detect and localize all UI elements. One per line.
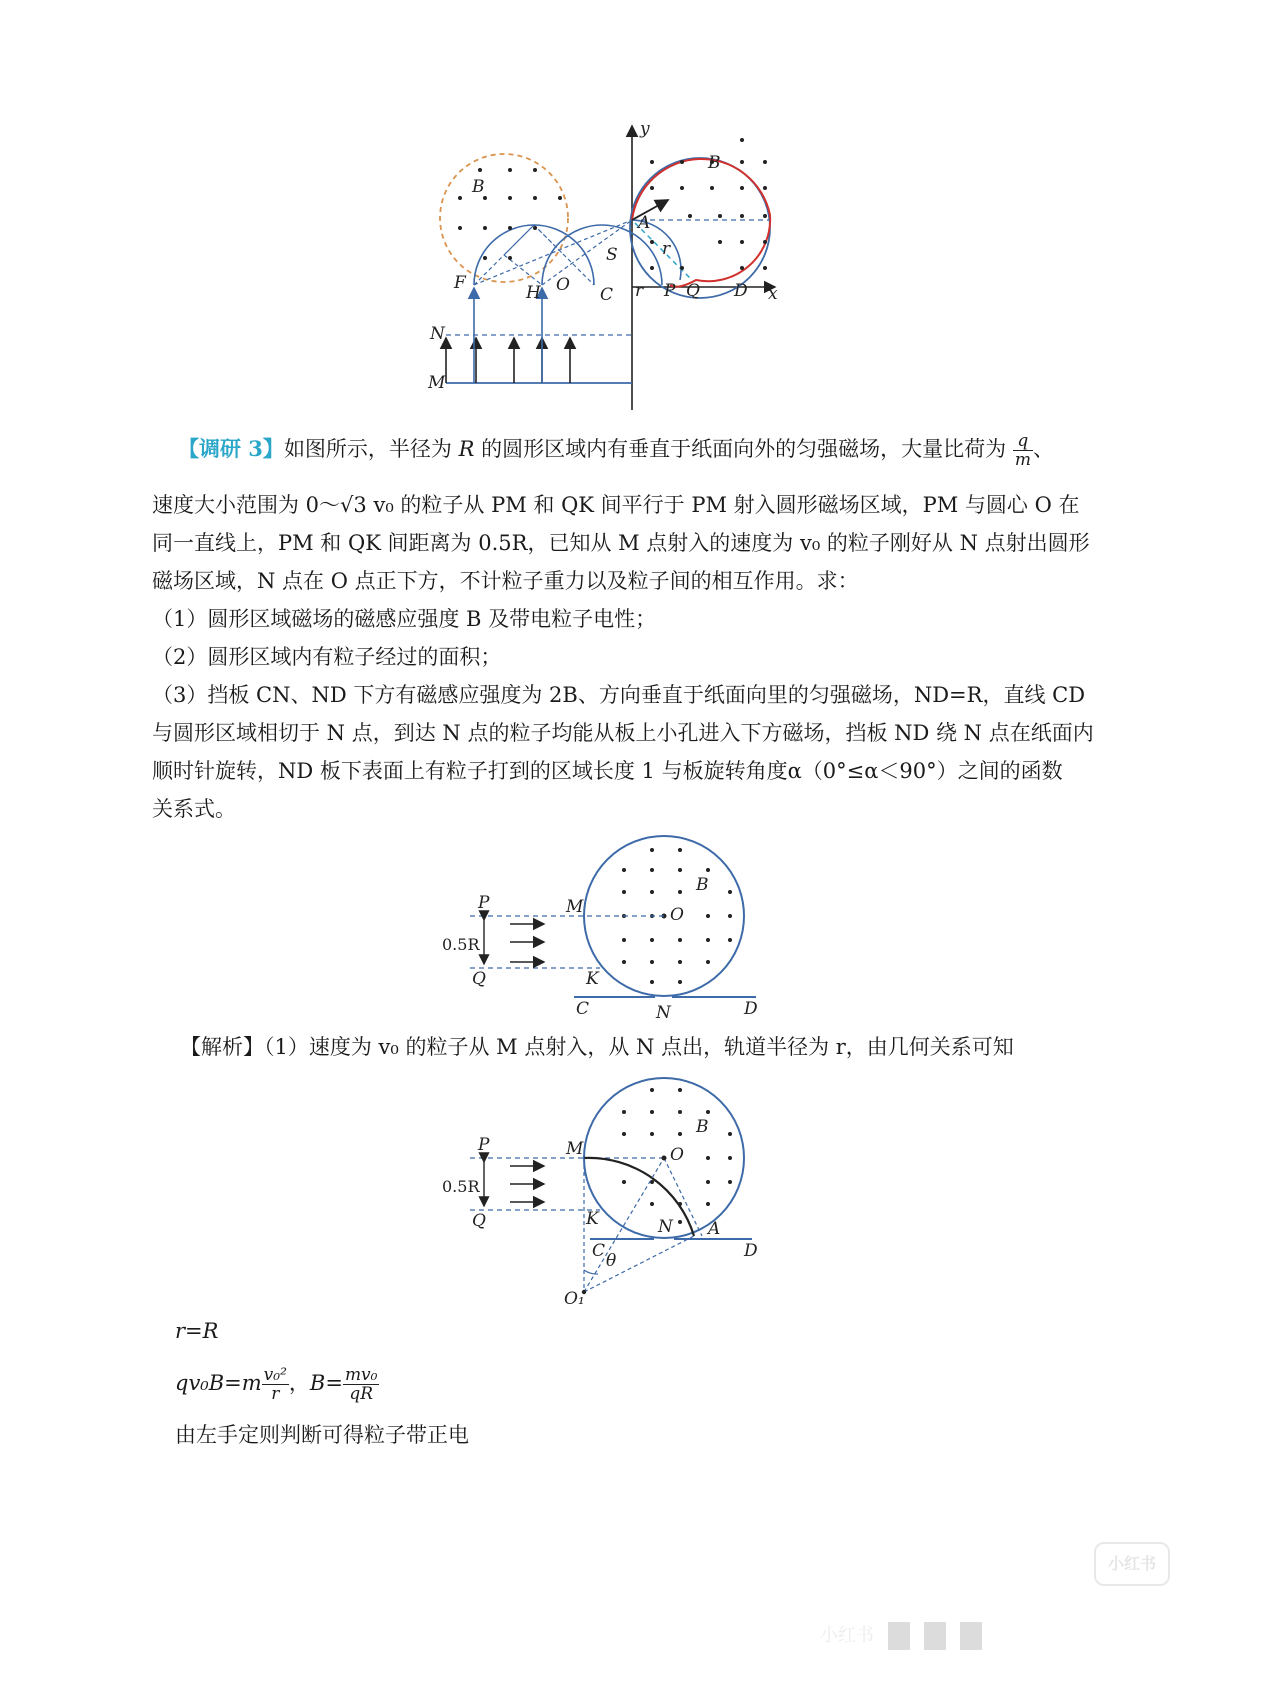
problem-line-1 <box>178 428 1138 470</box>
fig3-label-O: O <box>670 1145 684 1165</box>
fig1-label-D: D <box>734 281 748 301</box>
fig1-label-r: r <box>635 281 644 301</box>
fig2-label-K: K <box>586 969 599 989</box>
fig1-label-A: A <box>638 213 651 233</box>
watermark-badge: 小红书 <box>1094 1542 1170 1586</box>
watermark-bar <box>960 1622 982 1650</box>
question-1: （1）圆形区域磁场的磁感应强度 B 及带电粒子电性； <box>152 607 657 631</box>
fig3-label-N: N <box>658 1217 673 1237</box>
problem-line-3: 同一直线上，PM 和 QK 间距离为 0.5R，已知从 M 点射入的速度为 v₀ 的粒子刚好从 N 点射出圆形 <box>152 531 1090 555</box>
fig2-label-C: C <box>576 999 590 1019</box>
fig1-label-O: O <box>556 275 570 295</box>
problem-intro-b: 的圆形区域内有垂直于纸面向外的匀强磁场，大量比荷为 <box>481 437 1007 461</box>
fig3-label-Q: Q <box>472 1211 486 1231</box>
eq2-num-1: v₀² <box>263 1365 287 1385</box>
fig2-label-05R: 0.5R <box>442 935 480 954</box>
charge-mass-fraction <box>1013 432 1033 469</box>
fig1-label-Q: Q <box>686 281 700 301</box>
eq2-den-1: r <box>271 1384 280 1404</box>
fig3-label-C: C <box>592 1241 606 1261</box>
fig2-label-N: N <box>656 1003 671 1023</box>
fig2-label-P: P <box>478 893 490 913</box>
problem-R: R <box>458 437 475 461</box>
fig3-label-M: M <box>566 1139 584 1159</box>
fig2-label-Q: Q <box>472 969 486 989</box>
figure-1 <box>430 120 810 450</box>
frac-den: m <box>1014 450 1031 470</box>
fig1-label-H: H <box>526 283 541 303</box>
x-axis-label: x <box>768 284 778 304</box>
figure-3 <box>440 1070 780 1310</box>
problem-intro-a: 如图所示，半径为 <box>283 437 452 461</box>
fig3-dashed-geometry <box>584 1158 702 1292</box>
watermark-text: 小红书 <box>820 1625 874 1646</box>
fig3-label-K: K <box>586 1209 599 1229</box>
fig3-label-theta: θ <box>606 1251 617 1271</box>
upward-arrows <box>446 338 570 383</box>
fig1-label-N: N <box>430 324 445 344</box>
question-3-line-4: 关系式。 <box>152 797 236 821</box>
fig1-label-C: C <box>600 285 614 305</box>
fig2-inflow-arrows <box>510 924 544 962</box>
watermark-bottom <box>820 1621 1190 1651</box>
fig3-label-05R: 0.5R <box>442 1177 480 1196</box>
eq2-B: B= <box>309 1371 343 1395</box>
watermark-bar <box>888 1622 910 1650</box>
problem-line-4: 磁场区域，N 点在 O 点正下方，不计粒子重力以及粒子间的相互作用。求： <box>152 569 859 593</box>
y-axis-label: y <box>640 119 650 139</box>
watermark-bar <box>924 1622 946 1650</box>
fig2-label-M: M <box>566 897 584 917</box>
frac-num: q <box>1013 432 1033 451</box>
question-3-line-2: 与圆形区域相切于 N 点，到达 N 点的粒子均能从板上小孔进入下方磁场，挡板 ND 绕 N 点在纸面内 <box>152 721 1094 745</box>
eq2-frac-2 <box>343 1366 380 1403</box>
fig2-label-D: D <box>744 999 758 1019</box>
fig1-label-B-left: B <box>472 177 485 197</box>
fig2-label-O: O <box>670 905 684 925</box>
question-3-line-3: 顺时针旋转，ND 板下表面上有粒子打到的区域长度 1 与板旋转角度α（0°≤α＜90°）之间的函数 <box>152 759 1063 783</box>
equation-r-equals-R: r=R <box>175 1319 219 1343</box>
fig3-label-P: P <box>478 1135 490 1155</box>
solution-lead: 【解析】（1）速度为 v₀ 的粒子从 M 点射入，从 N 点出，轨道半径为 r，由几何关系可知 <box>180 1035 1014 1059</box>
eq2-num-2: mv₀ <box>344 1365 378 1385</box>
dashed-circle-left <box>440 154 568 282</box>
fig3-center-O <box>662 1156 667 1161</box>
fig2-label-B: B <box>696 875 709 895</box>
fig1-label-B-right: B <box>708 153 721 173</box>
eq2-frac-1 <box>262 1366 289 1403</box>
problem-line-2: 速度大小范围为 0～√3 v₀ 的粒子从 PM 和 QK 间平行于 PM 射入圆形磁场区域，PM 与圆心 O 在 <box>152 493 1080 517</box>
problem-intro-c: 、 <box>1032 437 1054 461</box>
fig3-label-B: B <box>696 1117 709 1137</box>
eq2-separator: ， <box>288 1371 310 1395</box>
question-3-line-1: （3）挡板 CN、ND 下方有磁感应强度为 2B、方向垂直于纸面向里的匀强磁场，ND=R，直线 CD <box>152 683 1086 707</box>
fig3-inflow-arrows <box>510 1166 544 1202</box>
arc-left-1 <box>474 225 594 285</box>
equation-force <box>175 1362 379 1404</box>
fig1-label-M: M <box>428 373 446 393</box>
figure-2 <box>440 830 780 1025</box>
conclusion-positive-charge: 由左手定则判断可得粒子带正电 <box>175 1423 469 1447</box>
eq2-den-2: qR <box>349 1384 374 1404</box>
fig1-label-r-inner: r <box>662 239 671 259</box>
fig3-label-A: A <box>708 1219 721 1239</box>
fig3-label-O1: O₁ <box>564 1289 585 1309</box>
eq2-left: qv₀B=m <box>175 1371 262 1395</box>
fig3-label-D: D <box>744 1241 758 1261</box>
fig1-label-F: F <box>454 273 466 293</box>
fig1-label-S: S <box>606 245 618 265</box>
question-2: （2）圆形区域内有粒子经过的面积； <box>152 645 502 669</box>
fig1-label-P: P <box>664 281 676 301</box>
problem-tag: 【调研 3】 <box>178 436 284 461</box>
fig3-trajectory <box>584 1158 694 1236</box>
